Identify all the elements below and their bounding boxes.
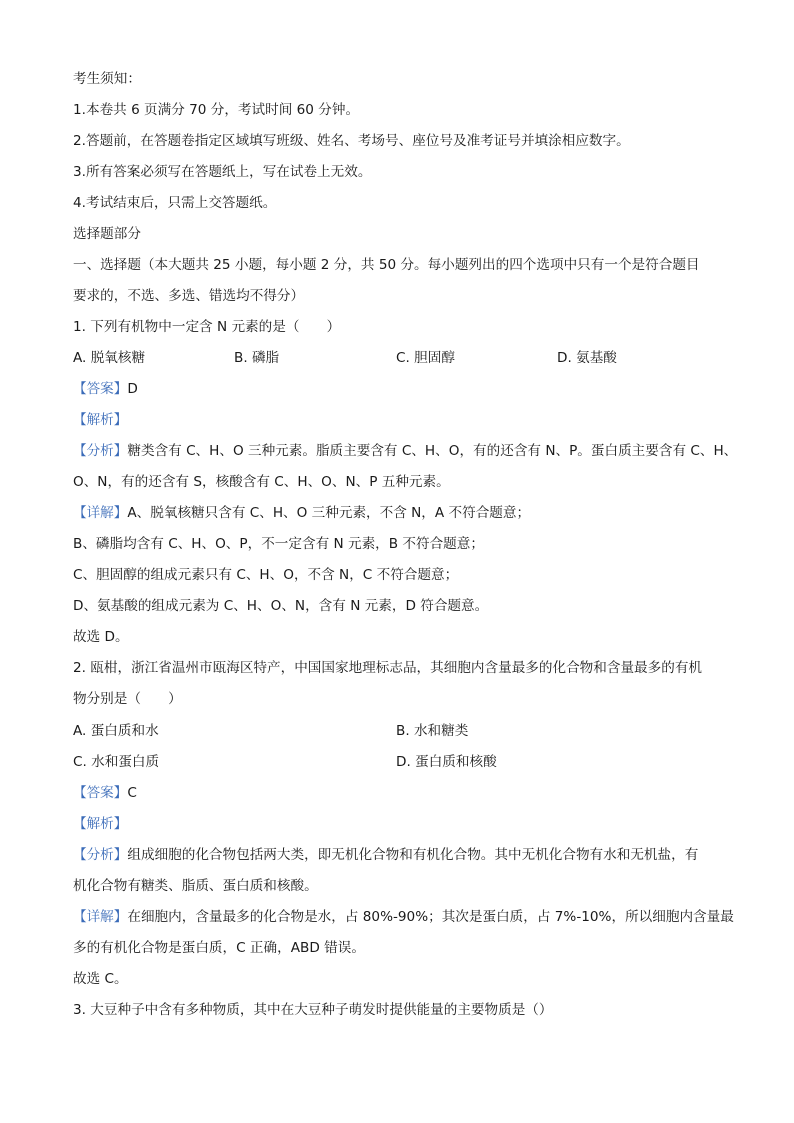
detail-label: 【详解】 [73, 505, 128, 521]
q2-answer [73, 784, 721, 802]
notice-item: 2.答题前，在答题卷指定区域填写班级、姓名、考场号、座位号及准考证号并填涂相应数字。 [73, 133, 630, 149]
q1-detail-text: A、脱氧核糖只含有 C、H、O 三种元素，不含 N，A 不符合题意； [127, 505, 531, 521]
q1-option-d: D. 氨基酸 [557, 350, 617, 366]
notice-title: 考生须知： [73, 71, 141, 87]
q1-option-b: B. 磷脂 [234, 350, 280, 366]
section-title: 选择题部分 [73, 226, 141, 242]
q1-analysis-label [73, 411, 721, 429]
q2-fenxi-cont: 机化合物有糖类、脂质、蛋白质和核酸。 [73, 878, 318, 894]
section-instruction: 要求的，不选、多选、错选均不得分） [73, 288, 305, 304]
notice-item: 4.考试结束后，只需上交答题纸。 [73, 195, 277, 211]
analysis-label: 【解析】 [73, 412, 128, 428]
analysis-label: 【解析】 [73, 816, 128, 832]
q2-option-a: A. 蛋白质和水 [73, 723, 159, 739]
q1-option-c: C. 胆固醇 [396, 350, 455, 366]
q2-option-b: B. 水和糖类 [396, 723, 469, 739]
q2-stem-cont: 物分别是（ ） [73, 691, 182, 707]
q2-conclusion: 故选 C。 [73, 971, 128, 987]
q1-fenxi [73, 442, 738, 460]
fenxi-label: 【分析】 [73, 847, 128, 863]
detail-label: 【详解】 [73, 909, 128, 925]
q2-detail-cont: 多的有机化合物是蛋白质，C 正确，ABD 错误。 [73, 940, 365, 956]
answer-label: 【答案】 [73, 381, 128, 397]
q1-stem: 1. 下列有机物中一定含 N 元素的是（ ） [73, 319, 341, 335]
q1-answer [73, 380, 721, 398]
q1-detail-b: B、磷脂均含有 C、H、O、P，不一定含有 N 元素，B 不符合题意； [73, 536, 484, 552]
q2-analysis-label [73, 815, 721, 833]
q1-detail-c: C、胆固醇的组成元素只有 C、H、O，不含 N，C 不符合题意； [73, 567, 459, 583]
q1-detail-d: D、氨基酸的组成元素为 C、H、O、N，含有 N 元素，D 符合题意。 [73, 598, 489, 614]
q2-detail-text: 在细胞内，含量最多的化合物是水，占 80%-90%；其次是蛋白质，占 7%-10%，所以细胞内含量最 [127, 909, 734, 925]
q2-stem: 2. 瓯柑，浙江省温州市瓯海区特产，中国国家地理标志品，其细胞内含量最多的化合物和含量最多的有机 [73, 660, 703, 676]
notice-item: 3.所有答案必须写在答题纸上，写在试卷上无效。 [73, 164, 372, 180]
q1-fenxi-text: 糖类含有 C、H、O 三种元素。脂质主要含有 C、H、O，有的还含有 N、P。蛋白质主要含有 C、H、 [127, 443, 738, 459]
q2-answer-value: C [127, 785, 137, 801]
q1-fenxi-cont: O、N，有的还含有 S，核酸含有 C、H、O、N、P 五种元素。 [73, 474, 450, 490]
q1-answer-value: D [127, 381, 138, 397]
q1-option-a: A. 脱氧核糖 [73, 350, 146, 366]
answer-label: 【答案】 [73, 785, 128, 801]
q2-fenxi-text: 组成细胞的化合物包括两大类，即无机化合物和有机化合物。其中无机化合物有水和无机盐，有 [127, 847, 699, 863]
q2-option-c: C. 水和蛋白质 [73, 754, 160, 770]
notice-item: 1.本卷共 6 页满分 70 分，考试时间 60 分钟。 [73, 102, 360, 118]
fenxi-label: 【分析】 [73, 443, 128, 459]
q2-fenxi [73, 846, 721, 864]
q2-detail [73, 908, 734, 926]
q3-stem: 3. 大豆种子中含有多种物质，其中在大豆种子萌发时提供能量的主要物质是（） [73, 1002, 553, 1018]
section-instruction: 一、选择题（本大题共 25 小题，每小题 2 分，共 50 分。每小题列出的四个选项中只有一个是符合题目 [73, 257, 700, 273]
q1-detail [73, 504, 721, 522]
q1-conclusion: 故选 D。 [73, 629, 129, 645]
q2-option-d: D. 蛋白质和核酸 [396, 754, 497, 770]
